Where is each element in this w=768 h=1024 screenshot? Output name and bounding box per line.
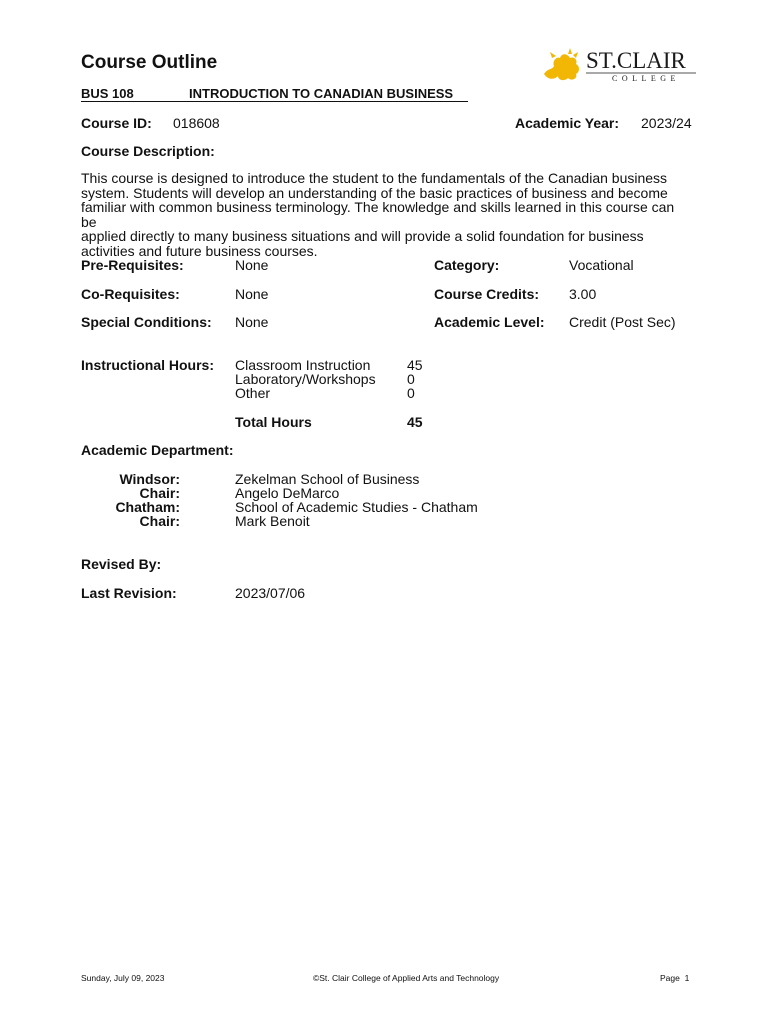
academic-level-label: Academic Level:	[434, 314, 545, 330]
hours-item-value: 45	[407, 357, 423, 373]
corequisites-value: None	[235, 286, 269, 302]
chatham-value: School of Academic Studies - Chatham	[235, 499, 478, 515]
college-logo	[542, 46, 700, 86]
page-title: Course Outline	[81, 52, 218, 73]
course-description	[81, 171, 681, 258]
total-hours-label: Total Hours	[235, 414, 312, 430]
category-label: Category:	[434, 257, 500, 273]
academic-department-label: Academic Department:	[81, 442, 234, 458]
description-line: familiar with common business terminology. The knowledge and skills learned in this course can be	[81, 199, 675, 230]
footer-page	[660, 973, 689, 983]
prerequisites-label: Pre-Requisites:	[81, 257, 184, 273]
description-line: system. Students will develop an understanding of the basic practices of business and become	[81, 184, 668, 201]
chatham-label: Chatham:	[115, 499, 180, 515]
course-credits-value: 3.00	[569, 286, 597, 302]
chair-label: Chair:	[139, 513, 180, 529]
revised-by-label: Revised By:	[81, 556, 162, 572]
chair-value: Angelo DeMarco	[235, 485, 340, 501]
hours-item-value: 0	[407, 385, 415, 401]
lion-icon	[544, 48, 579, 80]
academic-year-label: Academic Year:	[515, 115, 620, 131]
category-value: Vocational	[569, 257, 634, 273]
course-id-value: 018608	[173, 115, 220, 131]
footer-copyright: ©St. Clair College of Applied Arts and Technology	[313, 973, 500, 983]
hours-item-name: Laboratory/Workshops	[235, 371, 376, 387]
chair-value: Mark Benoit	[235, 513, 310, 529]
page-number: 1	[684, 973, 690, 983]
instructional-hours-label: Instructional Hours:	[81, 357, 215, 373]
description-line: applied directly to many business situations and will provide a solid foundation for business	[81, 228, 644, 244]
prerequisites-value: None	[235, 257, 269, 273]
logo-subtitle: COLLEGE	[612, 74, 680, 83]
course-description-label: Course Description:	[81, 143, 215, 159]
special-conditions-value: None	[235, 314, 269, 330]
hours-item-name: Other	[235, 385, 271, 401]
last-revision-label: Last Revision:	[81, 585, 177, 601]
course-id-label: Course ID:	[81, 115, 152, 131]
logo-name: ST.CLAIR	[586, 48, 686, 73]
course-code: BUS 108	[81, 86, 134, 101]
description-line: activities and future business courses.	[81, 242, 318, 259]
hours-item-value: 0	[407, 371, 415, 387]
page-label: Page	[660, 973, 680, 983]
corequisites-label: Co-Requisites:	[81, 286, 180, 302]
course-name: INTRODUCTION TO CANADIAN BUSINESS	[189, 86, 454, 101]
chair-label: Chair:	[139, 485, 180, 501]
course-heading	[81, 86, 468, 102]
footer-date: Sunday, July 09, 2023	[81, 973, 165, 983]
academic-year-value: 2023/24	[641, 115, 692, 131]
last-revision-value: 2023/07/06	[235, 585, 306, 601]
special-conditions-label: Special Conditions:	[81, 314, 212, 330]
hours-item-name: Classroom Instruction	[235, 357, 371, 373]
windsor-value: Zekelman School of Business	[235, 471, 420, 487]
academic-level-value: Credit (Post Sec)	[569, 314, 676, 330]
total-hours-value: 45	[407, 414, 423, 430]
course-credits-label: Course Credits:	[434, 286, 540, 302]
windsor-label: Windsor:	[119, 471, 180, 487]
description-line: This course is designed to introduce the student to the fundamentals of the Canadian business	[81, 170, 668, 186]
